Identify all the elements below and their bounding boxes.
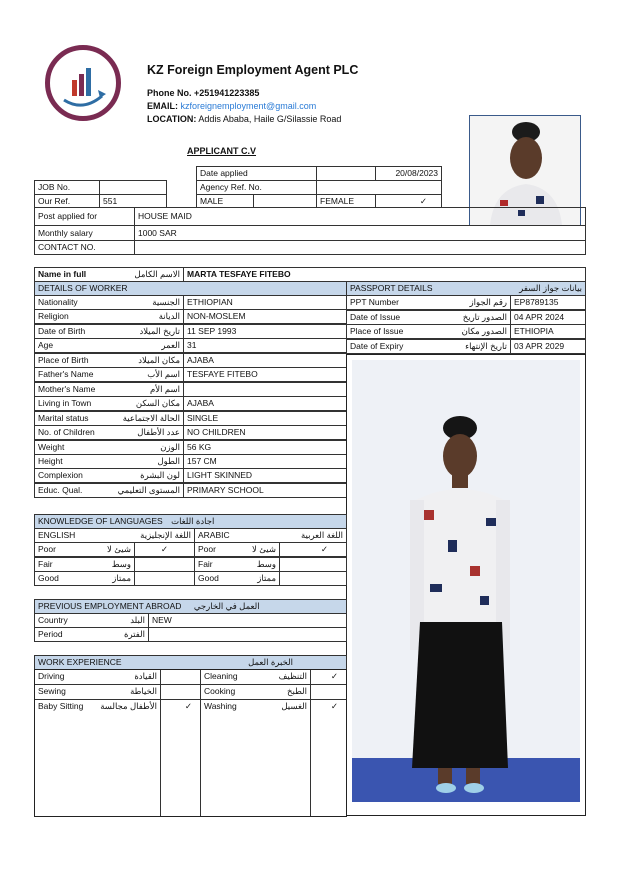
passport-label: Date of Issue الصدور تاريخ bbox=[346, 310, 511, 325]
passport-header: PASSPORT DETAILS بيانات جواز السفر bbox=[346, 281, 586, 296]
country-label: Country البلد bbox=[34, 613, 149, 628]
detail-label: Age العمر bbox=[34, 338, 184, 353]
detail-value: PRIMARY SCHOOL bbox=[183, 483, 347, 498]
english-level-check: ✓ bbox=[134, 542, 195, 557]
salary-label: Monthly salary bbox=[34, 225, 135, 241]
detail-value bbox=[183, 382, 347, 397]
agency-phone: Phone No. +251941223385 bbox=[147, 88, 260, 98]
experience-right-check: ✓ bbox=[310, 699, 347, 817]
experience-left-label: Sewing الخياطة bbox=[34, 684, 161, 700]
arabic-header: ARABIC اللغة العربية bbox=[194, 528, 347, 543]
detail-label: No. of Children عدد الأطفال bbox=[34, 425, 184, 440]
passport-label: Date of Expiry تاريخ الإنتهاء bbox=[346, 339, 511, 354]
languages-header: KNOWLEDGE OF LANGUAGES اجادة اللغات bbox=[34, 514, 347, 529]
english-level-check bbox=[134, 571, 195, 586]
detail-label: Place of Birth مكان الميلاد bbox=[34, 353, 184, 368]
salary-value: 1000 SAR bbox=[134, 225, 586, 241]
arabic-level-check bbox=[279, 557, 347, 572]
period-label: Period الفترة bbox=[34, 627, 149, 642]
experience-left-label: Baby Sitting الأطفال مجالسة bbox=[34, 699, 161, 817]
contact-value bbox=[134, 240, 586, 255]
agency-email: EMAIL: kzforeignemployment@gmail.com bbox=[147, 101, 317, 111]
english-level-label: Poor شيئ لا bbox=[34, 542, 135, 557]
detail-value: LIGHT SKINNED bbox=[183, 468, 347, 483]
detail-value: 56 KG bbox=[183, 440, 347, 455]
experience-table-frame bbox=[34, 669, 347, 817]
experience-left-label: Driving القيادة bbox=[34, 669, 161, 685]
detail-value: NO CHILDREN bbox=[183, 425, 347, 440]
male-label: MALE bbox=[196, 194, 254, 208]
arabic-level-label: Fair وسط bbox=[194, 557, 280, 572]
english-level-label: Fair وسط bbox=[34, 557, 135, 572]
detail-value: NON-MOSLEM bbox=[183, 309, 347, 324]
job-no-label: JOB No. bbox=[34, 180, 100, 195]
detail-value: AJABA bbox=[183, 396, 347, 411]
detail-value: AJABA bbox=[183, 353, 347, 368]
experience-right-label: Washing الغسيل bbox=[200, 699, 311, 817]
email-link[interactable]: kzforeignemployment@gmail.com bbox=[180, 101, 317, 111]
detail-value: 11 SEP 1993 bbox=[183, 324, 347, 339]
country-value: NEW bbox=[148, 613, 347, 628]
passport-label: Place of Issue الصدور مكان bbox=[346, 324, 511, 339]
passport-value: ETHIOPIA bbox=[510, 324, 586, 339]
detail-label: Religion الديانة bbox=[34, 309, 184, 324]
passport-value: 03 APR 2029 bbox=[510, 339, 586, 354]
experience-right-label: Cooking الطبخ bbox=[200, 684, 311, 700]
passport-value: 04 APR 2024 bbox=[510, 310, 586, 325]
detail-label: Height الطول bbox=[34, 454, 184, 469]
detail-label: Marital status الحالة الاجتماعية bbox=[34, 411, 184, 426]
post-label: Post applied for bbox=[34, 207, 135, 226]
agency-ref-value bbox=[316, 180, 442, 195]
english-level-label: Good ممتاز bbox=[34, 571, 135, 586]
our-ref-label: Our Ref. bbox=[34, 194, 100, 208]
full-body-photo bbox=[352, 360, 580, 802]
job-no-value bbox=[99, 180, 167, 195]
detail-label: Complexion لون البشرة bbox=[34, 468, 184, 483]
agency-logo bbox=[45, 45, 121, 121]
female-check: ✓ bbox=[375, 194, 442, 208]
english-level-check bbox=[134, 557, 195, 572]
detail-value: 31 bbox=[183, 338, 347, 353]
date-applied-blank bbox=[316, 166, 376, 181]
detail-label: Date of Birth تاريخ الميلاد bbox=[34, 324, 184, 339]
our-ref-value: 551 bbox=[99, 194, 167, 208]
previous-header: PREVIOUS EMPLOYMENT ABROAD العمل في الخارجي bbox=[34, 599, 347, 614]
detail-label: Educ. Qual. المستوى التعليمي bbox=[34, 483, 184, 498]
male-check bbox=[253, 194, 317, 208]
detail-value: 157 CM bbox=[183, 454, 347, 469]
details-header: DETAILS OF WORKER bbox=[34, 281, 347, 296]
agency-location: LOCATION: Addis Ababa, Haile G/Silassie Road bbox=[147, 114, 342, 124]
experience-header: WORK EXPERIENCE الخبرة العمل bbox=[34, 655, 347, 670]
agency-name: KZ Foreign Employment Agent PLC bbox=[147, 63, 359, 77]
date-applied-label: Date applied bbox=[196, 166, 317, 181]
detail-label: Father's Name اسم الأب bbox=[34, 367, 184, 382]
detail-label: Nationality الجنسية bbox=[34, 295, 184, 310]
detail-value: ETHIOPIAN bbox=[183, 295, 347, 310]
post-value: HOUSE MAID bbox=[134, 207, 586, 226]
female-label: FEMALE bbox=[316, 194, 376, 208]
passport-label: PPT Number رقم الجواز bbox=[346, 295, 511, 310]
detail-label: Living in Town مكان السكن bbox=[34, 396, 184, 411]
experience-right-label: Cleaning التنظيف bbox=[200, 669, 311, 685]
name-value: MARTA TESFAYE FITEBO bbox=[183, 267, 586, 282]
contact-label: CONTACT NO. bbox=[34, 240, 135, 255]
document-title: APPLICANT C.V bbox=[187, 146, 257, 156]
experience-right-check: ✓ bbox=[310, 669, 347, 685]
arabic-level-label: Good ممتاز bbox=[194, 571, 280, 586]
english-header: ENGLISH اللغة الإنجليزية bbox=[34, 528, 195, 543]
arabic-level-check: ✓ bbox=[279, 542, 347, 557]
detail-label: Weight الوزن bbox=[34, 440, 184, 455]
detail-value: SINGLE bbox=[183, 411, 347, 426]
experience-left-check: ✓ bbox=[160, 699, 201, 817]
passport-value: EP8789135 bbox=[510, 295, 586, 310]
detail-label: Mother's Name اسم الأم bbox=[34, 382, 184, 397]
arabic-level-label: Poor شيئ لا bbox=[194, 542, 280, 557]
detail-value: TESFAYE FITEBO bbox=[183, 367, 347, 382]
period-value bbox=[148, 627, 347, 642]
agency-ref-label: Agency Ref. No. bbox=[196, 180, 317, 195]
date-applied-value: 20/08/2023 bbox=[375, 166, 442, 181]
arabic-level-check bbox=[279, 571, 347, 586]
name-label: Name in full الاسم الكامل bbox=[34, 267, 184, 282]
